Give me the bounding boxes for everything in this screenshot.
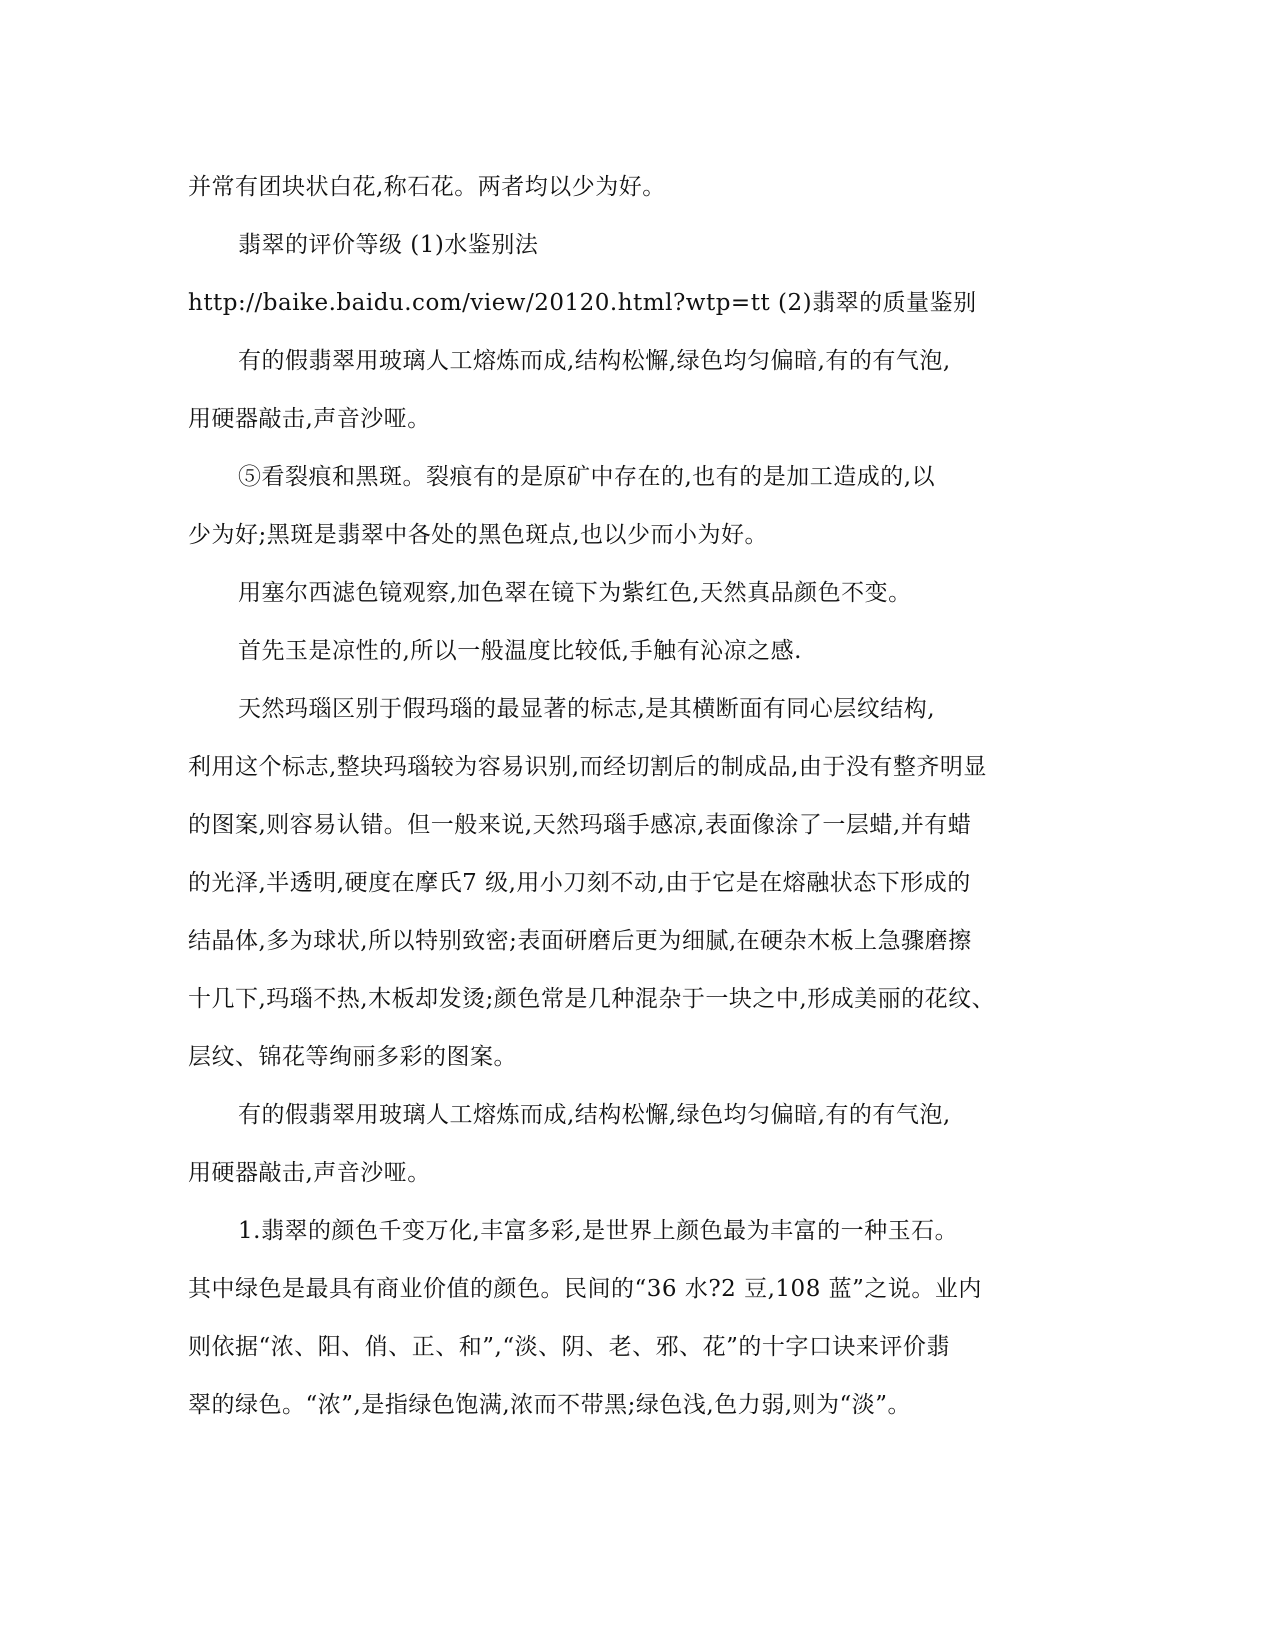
- paragraph-line: 有的假翡翠用玻璃人工熔炼而成,结构松懈,绿色均匀偏暗,有的有气泡,: [238, 348, 951, 374]
- paragraph-line: 其中绿色是最具有商业价值的颜色。民间的“36 水?2 豆,108 蓝”之说。业内: [188, 1276, 982, 1302]
- paragraph-line: 十几下,玛瑙不热,木板却发烫;颜色常是几种混杂于一块之中,形成美丽的花纹、: [188, 986, 996, 1012]
- paragraph-line: 则依据“浓、阳、俏、正、和”,“淡、阴、老、邪、花”的十字口诀来评价翡: [188, 1334, 950, 1360]
- paragraph-line: 翡翠的评价等级 (1)水鉴别法: [238, 232, 539, 258]
- paragraph-line: 结晶体,多为球状,所以特别致密;表面研磨后更为细腻,在硬杂木板上急骤磨擦: [188, 928, 972, 954]
- paragraph-line: ⑤看裂痕和黑斑。裂痕有的是原矿中存在的,也有的是加工造成的,以: [238, 464, 936, 490]
- paragraph-line: 用硬器敲击,声音沙哑。: [188, 406, 431, 432]
- paragraph-line: 的光泽,半透明,硬度在摩氏7 级,用小刀刻不动,由于它是在熔融状态下形成的: [188, 870, 971, 896]
- paragraph-line: 的图案,则容易认错。但一般来说,天然玛瑙手感凉,表面像涂了一层蜡,并有蜡: [188, 812, 972, 838]
- paragraph-line: 翠的绿色。“浓”,是指绿色饱满,浓而不带黑;绿色浅,色力弱,则为“淡”。: [188, 1392, 912, 1418]
- paragraph-line: 1.翡翠的颜色千变万化,丰富多彩,是世界上颜色最为丰富的一种玉石。: [238, 1218, 959, 1244]
- paragraph-line: 用硬器敲击,声音沙哑。: [188, 1160, 431, 1186]
- paragraph-line: 层纹、锦花等绚丽多彩的图案。: [188, 1044, 517, 1070]
- paragraph-line: 用塞尔西滤色镜观察,加色翠在镜下为紫红色,天然真品颜色不变。: [238, 580, 912, 606]
- paragraph-line: 少为好;黑斑是翡翠中各处的黑色斑点,也以少而小为好。: [188, 522, 769, 548]
- paragraph-line: 并常有团块状白花,称石花。两者均以少为好。: [188, 174, 666, 200]
- paragraph-line: 有的假翡翠用玻璃人工熔炼而成,结构松懈,绿色均匀偏暗,有的有气泡,: [238, 1102, 951, 1128]
- paragraph-line: http://baike.baidu.com/view/20120.html?wtp=tt (2)翡翠的质量鉴别: [188, 290, 977, 316]
- paragraph-line: 天然玛瑙区别于假玛瑙的最显著的标志,是其横断面有同心层纹结构,: [238, 696, 936, 722]
- paragraph-line: 利用这个标志,整块玛瑙较为容易识别,而经切割后的制成品,由于没有整齐明显: [188, 754, 987, 780]
- paragraph-line: 首先玉是凉性的,所以一般温度比较低,手触有沁凉之感.: [238, 638, 802, 664]
